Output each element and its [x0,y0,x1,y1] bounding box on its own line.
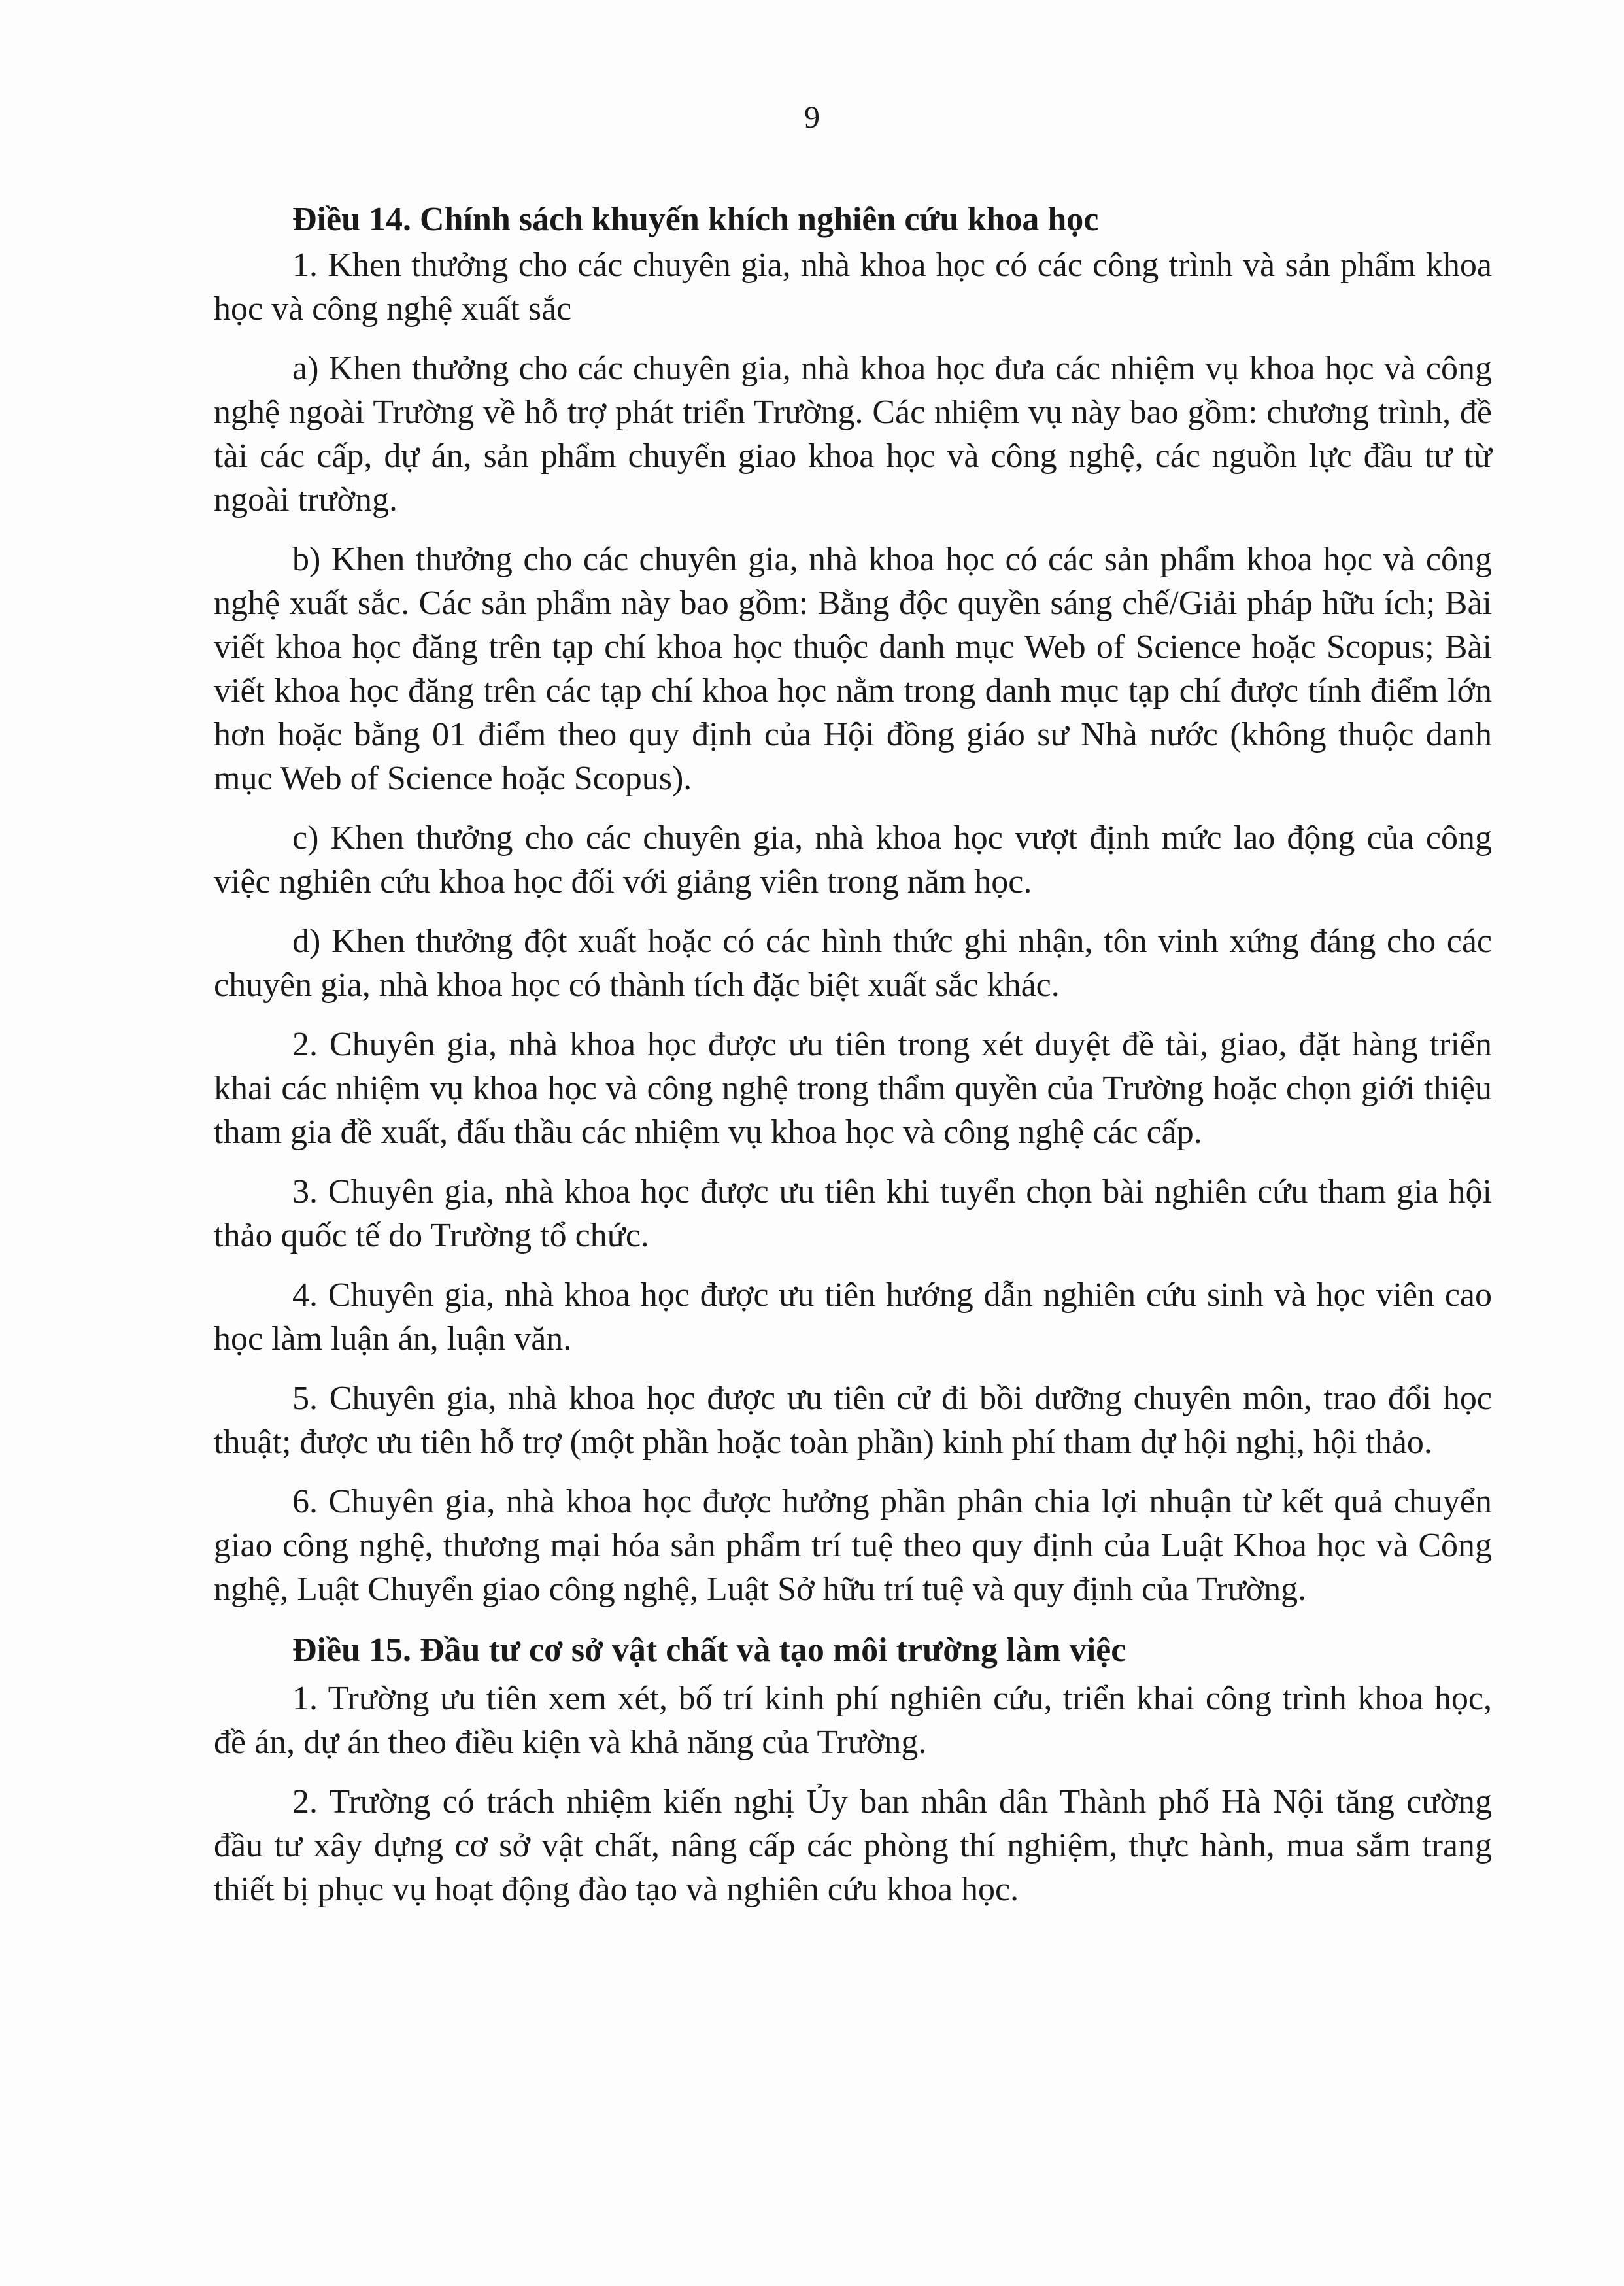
article-14-paragraph: b) Khen thưởng cho các chuyên gia, nhà khoa học có các sản phẩm khoa học và công nghệ xuất sắc. Các sản phẩm này bao gồm: Bằng độc quyền sáng chế/Giải pháp hữu ích; Bài viết khoa học đăng trên tạp chí khoa học thuộc danh mục Web of Science hoặc Scopus; Bài viết khoa học đăng trên các tạp chí khoa học nằm trong danh mục tạp chí được tính điểm lớn hơn hoặc bằng 01 điểm theo quy định của Hội đồng giáo sư Nhà nước (không thuộc danh mục Web of Science hoặc Scopus). [214,541,1492,797]
article-14-paragraph: 2. Chuyên gia, nhà khoa học được ưu tiên trong xét duyệt đề tài, giao, đặt hàng triển khai các nhiệm vụ khoa học và công nghệ trong thẩm quyền của Trường hoặc chọn giới thiệu tham gia đề xuất, đấu thầu các nhiệm vụ khoa học và công nghệ các cấp. [214,1026,1492,1151]
document-body [214,196,1492,1927]
article-14-paragraph: 4. Chuyên gia, nhà khoa học được ưu tiên hướng dẫn nghiên cứu sinh và học viên cao học làm luận án, luận văn. [214,1276,1492,1357]
article-14-paragraph: 6. Chuyên gia, nhà khoa học được hưởng phần phân chia lợi nhuận từ kết quả chuyển giao công nghệ, thương mại hóa sản phẩm trí tuệ theo quy định của Luật Khoa học và Công nghệ, Luật Chuyển giao công nghệ, Luật Sở hữu trí tuệ và quy định của Trường. [214,1483,1492,1608]
article-14-paragraph: c) Khen thưởng cho các chuyên gia, nhà khoa học vượt định mức lao động của công việc nghiên cứu khoa học đối với giảng viên trong năm học. [214,819,1492,900]
page-number: 9 [804,100,820,135]
article-14-title: Điều 14. Chính sách khuyến khích nghiên cứu khoa học [292,201,1099,238]
article-14-paragraph: 5. Chuyên gia, nhà khoa học được ưu tiên cử đi bồi dưỡng chuyên môn, trao đổi học thuật; được ưu tiên hỗ trợ (một phần hoặc toàn phần) kinh phí tham dự hội nghị, hội thảo. [214,1380,1492,1461]
article-14-paragraph: 1. Khen thưởng cho các chuyên gia, nhà khoa học có các công trình và sản phẩm khoa học và công nghệ xuất sắc [214,247,1492,328]
article-14-paragraph: 3. Chuyên gia, nhà khoa học được ưu tiên khi tuyển chọn bài nghiên cứu tham gia hội thảo quốc tế do Trường tổ chức. [214,1173,1492,1254]
article-15-paragraph: 1. Trường ưu tiên xem xét, bố trí kinh phí nghiên cứu, triển khai công trình khoa học, đề án, dự án theo điều kiện và khả năng của Trường. [214,1680,1492,1761]
article-14-paragraph: a) Khen thưởng cho các chuyên gia, nhà khoa học đưa các nhiệm vụ khoa học và công nghệ ngoài Trường về hỗ trợ phát triển Trường. Các nhiệm vụ này bao gồm: chương trình, đề tài các cấp, dự án, sản phẩm chuyển giao khoa học và công nghệ, các nguồn lực đầu tư từ ngoài trường. [214,350,1492,519]
article-14-paragraph: d) Khen thưởng đột xuất hoặc có các hình thức ghi nhận, tôn vinh xứng đáng cho các chuyên gia, nhà khoa học có thành tích đặc biệt xuất sắc khác. [214,923,1492,1004]
article-15-title: Điều 15. Đầu tư cơ sở vật chất và tạo môi trường làm việc [292,1631,1126,1669]
article-15-paragraph: 2. Trường có trách nhiệm kiến nghị Ủy ban nhân dân Thành phố Hà Nội tăng cường đầu tư xây dựng cơ sở vật chất, nâng cấp các phòng thí nghiệm, thực hành, mua sắm trang thiết bị phục vụ hoạt động đào tạo và nghiên cứu khoa học. [214,1783,1492,1908]
